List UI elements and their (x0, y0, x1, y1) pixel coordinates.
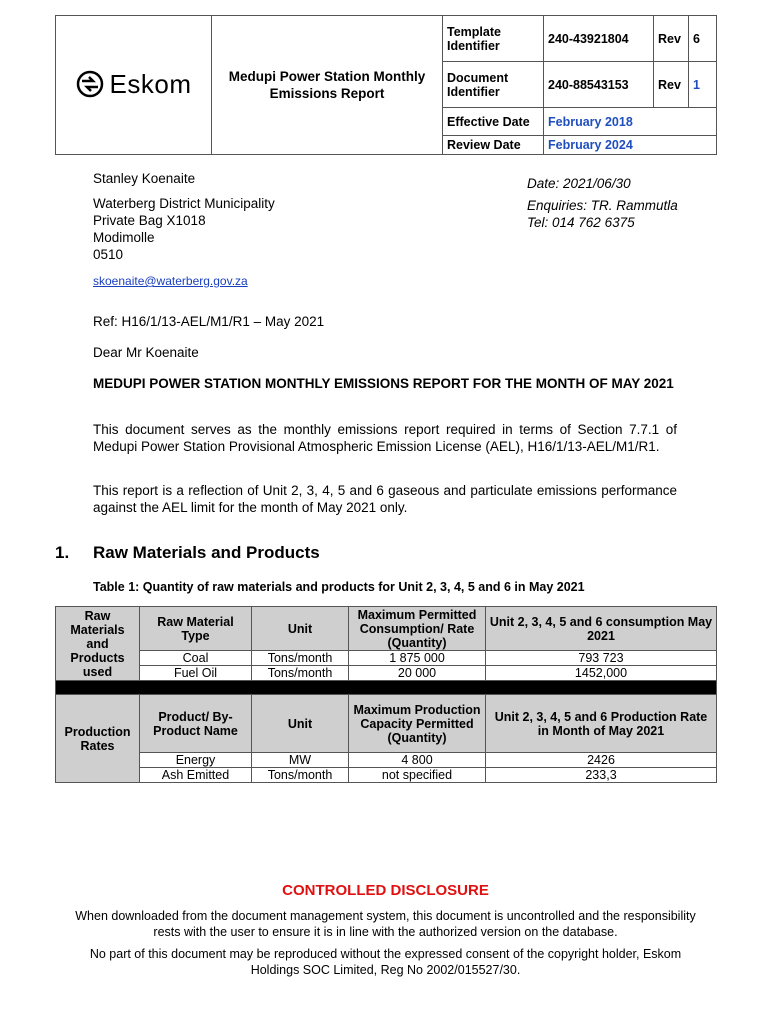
separator-bar (56, 681, 717, 695)
column-header: Unit (252, 695, 349, 753)
document-rev-label: Rev (654, 62, 689, 108)
logo-cell (56, 16, 212, 155)
template-rev-label: Rev (654, 16, 689, 62)
column-header: Unit (252, 607, 349, 651)
address-line: Waterberg District Municipality (93, 196, 275, 211)
effective-date-label: Effective Date (443, 108, 544, 136)
table-cell: not specified (349, 768, 486, 783)
template-id: 240-43921804 (544, 16, 654, 62)
table-cell: 1452,000 (486, 666, 717, 681)
letter-date: Date: 2021/06/30 (527, 176, 631, 191)
controlled-disclosure-title: CONTROLLED DISCLOSURE (282, 882, 489, 899)
document-label: Document Identifier (443, 62, 544, 108)
production-group-label: Production Rates (56, 695, 140, 783)
logo-wordmark: Eskom (109, 68, 192, 99)
table-cell: Energy (140, 753, 252, 768)
subject-line: MEDUPI POWER STATION MONTHLY EMISSIONS REPORT FOR THE MONTH OF MAY 2021 (93, 376, 674, 391)
address-line: Modimolle (93, 230, 155, 245)
document-rev: 1 (689, 62, 717, 108)
address-line: 0510 (93, 247, 124, 262)
review-date: February 2024 (544, 136, 717, 155)
column-header: Maximum Permitted Consumption/ Rate (Quantity) (349, 607, 486, 651)
reference: Ref: H16/1/13-AEL/M1/R1 – May 2021 (93, 314, 325, 329)
table-cell: 4 800 (349, 753, 486, 768)
column-header: Raw Material Type (140, 607, 252, 651)
template-rev: 6 (689, 16, 717, 62)
table-cell: 233,3 (486, 768, 717, 783)
effective-date: February 2018 (544, 108, 717, 136)
telephone: Tel: 014 762 6375 (527, 215, 635, 230)
column-header: Maximum Production Capacity Permitted (Quantity) (349, 695, 486, 753)
column-header: Product/ By-Product Name (140, 695, 252, 753)
table-row (56, 651, 717, 666)
table-separator (56, 681, 717, 695)
table-cell: Tons/month (252, 666, 349, 681)
table-cell: Coal (140, 651, 252, 666)
table-cell: Fuel Oil (140, 666, 252, 681)
section-number: 1. (55, 543, 70, 562)
raw-materials-table (55, 606, 717, 783)
table-cell: Tons/month (252, 768, 349, 783)
recipient-email-link[interactable]: skoenaite@waterberg.gov.za (93, 274, 248, 288)
table-cell: Ash Emitted (140, 768, 252, 783)
table-caption: Table 1: Quantity of raw materials and products for Unit 2, 3, 4, 5 and 6 in May 2021 (93, 580, 585, 594)
column-header: Unit 2, 3, 4, 5 and 6 Production Rate in Month of May 2021 (486, 695, 717, 753)
table-row (56, 666, 717, 681)
table-cell: 793 723 (486, 651, 717, 666)
raw-group-label: Raw Materials and Products used (56, 607, 140, 681)
recipient-address (93, 195, 275, 263)
disclosure-note: When downloaded from the document management system, this document is uncontrolled and the responsibility rests with the user to ensure it is in line with the authorized version on the database. (75, 909, 696, 939)
document-title-text: Medupi Power Station Monthly Emissions Report (228, 69, 426, 101)
template-label: Template Identifier (443, 16, 544, 62)
recipient-name: Stanley Koenaite (93, 171, 196, 186)
document-header (55, 15, 717, 155)
section-title: Raw Materials and Products (93, 543, 320, 562)
column-header: Unit 2, 3, 4, 5 and 6 consumption May 2021 (486, 607, 717, 651)
table-cell: Tons/month (252, 651, 349, 666)
copyright-note: No part of this document may be reproduced without the expressed consent of the copyright holder, Eskom Holdings SOC Limited, Reg No 2002/015527/30. (89, 947, 682, 977)
address-line: Private Bag X1018 (93, 213, 206, 228)
table-cell: MW (252, 753, 349, 768)
enquiries: Enquiries: TR. Rammutla (527, 198, 678, 213)
paragraph-2: This report is a reflection of Unit 2, 3, 4, 5 and 6 gaseous and particulate emissions performance against the AEL limit for the month of May 2021 only. (93, 483, 677, 515)
review-date-label: Review Date (443, 136, 544, 155)
salutation: Dear Mr Koenaite (93, 345, 199, 360)
eskom-logo (76, 69, 192, 100)
document-id: 240-88543153 (544, 62, 654, 108)
table-cell: 2426 (486, 753, 717, 768)
table-cell: 1 875 000 (349, 651, 486, 666)
table-cell: 20 000 (349, 666, 486, 681)
eskom-logo-icon (76, 70, 104, 98)
paragraph-1: This document serves as the monthly emissions report required in terms of Section 7.7.1 of Medupi Power Station Provisional Atmospheric Emission License (AEL), H16/1/13-AEL/M1/R1. (93, 422, 677, 454)
table-row (56, 768, 717, 783)
document-title (212, 16, 443, 155)
table-row (56, 753, 717, 768)
